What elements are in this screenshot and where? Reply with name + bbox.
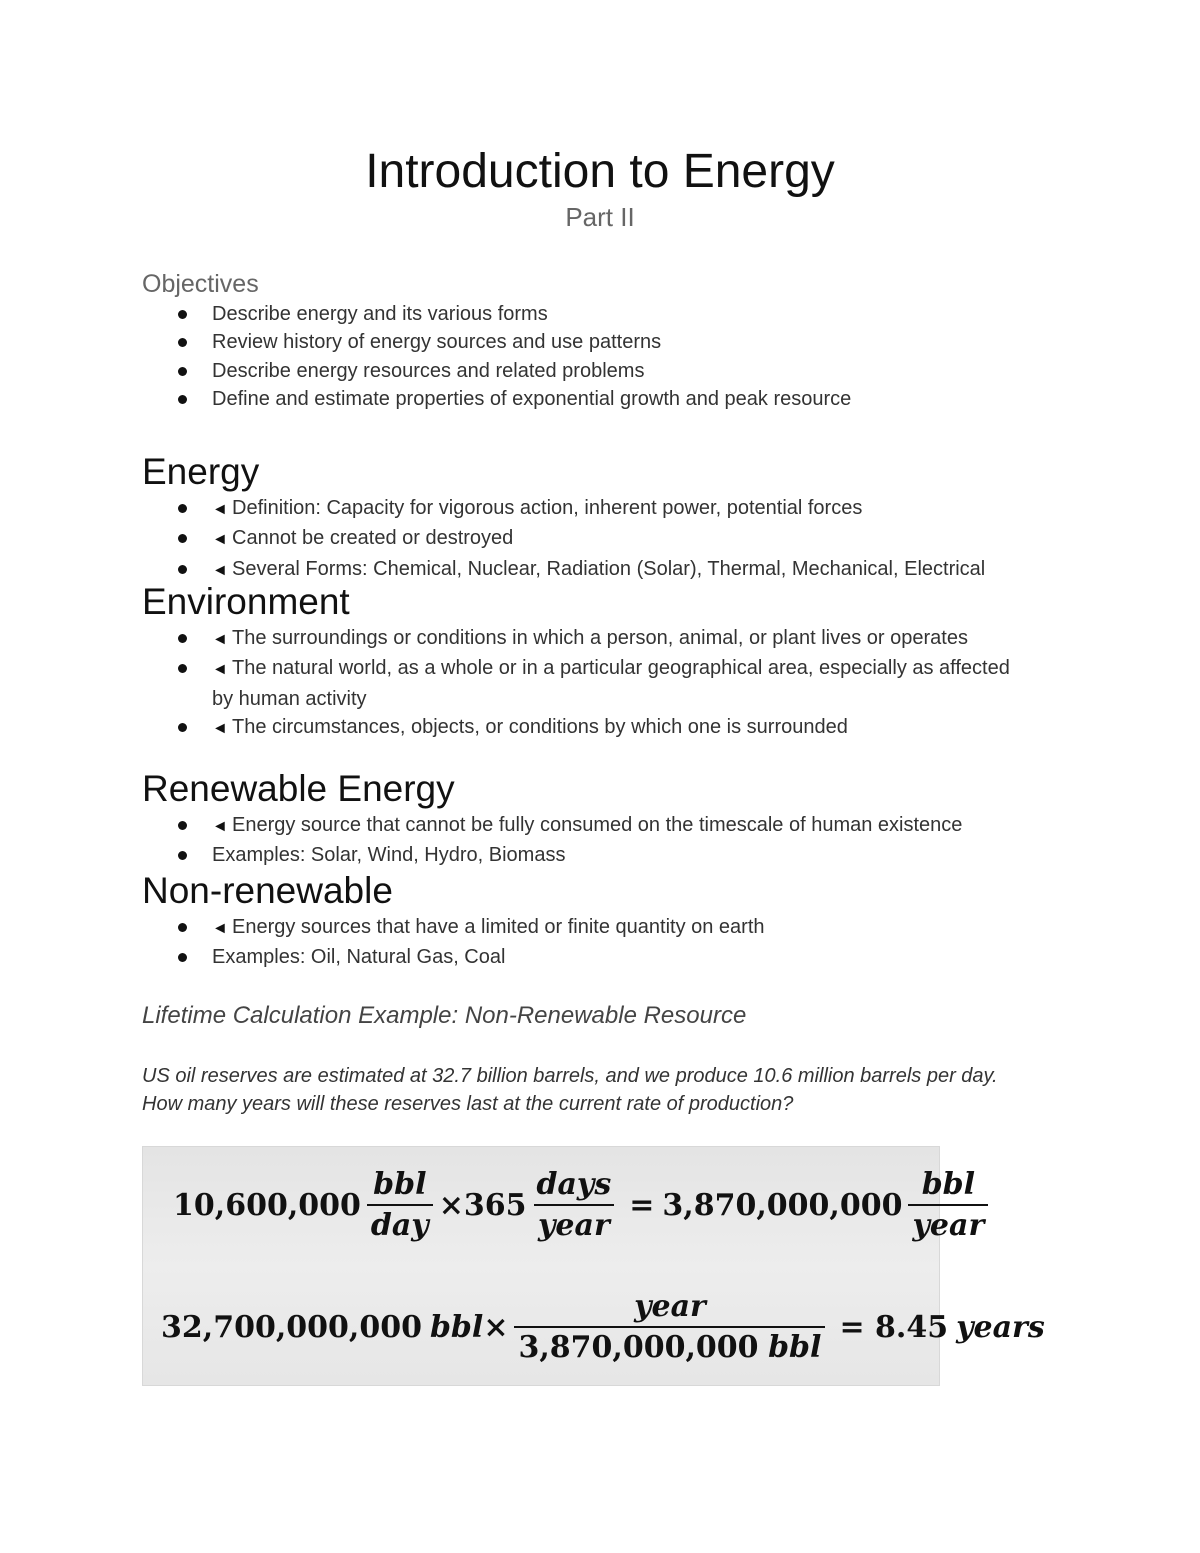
list-item-text: Define and estimate properties of exponential growth and peak resource <box>212 388 852 411</box>
list-item <box>142 357 1092 385</box>
environment-list <box>142 624 1092 744</box>
arrow-glyph-icon: ◄ <box>212 720 226 738</box>
arrow-glyph-icon: ◄ <box>212 818 226 835</box>
bullet-icon <box>178 310 187 319</box>
list-item-text: Several Forms: Chemical, Nuclear, Radiation (Solar), Thermal, Mechanical, Electrical <box>232 557 986 580</box>
list-item-text: Energy sources that have a limited or finite quantity on earth <box>232 916 765 938</box>
eq1-f3-numerator: bbl <box>921 1167 976 1202</box>
arrow-glyph-icon: ◄ <box>212 561 226 579</box>
list-item-text: The circumstances, objects, or conditions by which one is surrounded <box>232 716 848 739</box>
energy-section <box>142 450 1092 585</box>
bullet-icon <box>178 664 187 673</box>
page-title: Introduction to Energy <box>365 145 835 198</box>
eq1-equals: = <box>629 1187 655 1223</box>
bullet-icon <box>178 821 187 830</box>
renewable-heading: Renewable Energy <box>142 768 455 809</box>
list-item <box>142 913 1092 943</box>
eq1-value: 10,600,000 <box>173 1187 361 1223</box>
bullet-icon <box>178 953 187 962</box>
bullet-icon <box>178 395 187 404</box>
list-item <box>142 328 1092 356</box>
calculation-title: Lifetime Calculation Example: Non-Renewable Resource <box>142 1002 747 1029</box>
renewable-section <box>142 767 1092 870</box>
list-item <box>142 811 1092 841</box>
eq2-denominator <box>514 1326 825 1365</box>
eq1-multiplier: ×365 <box>438 1187 527 1223</box>
equation-line-1 <box>173 1167 994 1243</box>
eq2-numerator: year <box>634 1289 706 1324</box>
list-item <box>142 654 1012 713</box>
list-item <box>142 385 1092 413</box>
bullet-icon <box>178 504 187 513</box>
list-item-text: Definition: Capacity for vigorous action, inherent power, potential forces <box>232 497 863 519</box>
energy-heading: Energy <box>142 451 260 492</box>
list-item <box>142 943 1092 971</box>
eq1-f2-numerator: days <box>536 1167 612 1202</box>
bullet-icon <box>178 851 187 860</box>
bullet-icon <box>178 534 187 543</box>
list-item <box>142 624 1092 654</box>
list-item-text: Examples: Oil, Natural Gas, Coal <box>212 946 506 969</box>
list-item-text: Review history of energy sources and use patterns <box>212 331 662 354</box>
list-item-text: Describe energy and its various forms <box>212 303 548 325</box>
energy-list <box>142 494 1092 585</box>
bullet-icon <box>178 565 187 574</box>
list-item <box>142 713 1092 743</box>
equation-line-2 <box>161 1289 1045 1365</box>
list-item-text: Energy source that cannot be fully consumed on the timescale of human existence <box>232 814 963 836</box>
bullet-icon <box>178 723 187 732</box>
arrow-glyph-icon: ◄ <box>212 501 226 518</box>
list-item <box>142 494 1092 524</box>
nonrenewable-heading: Non-renewable <box>142 870 393 911</box>
eq1-fraction-3 <box>908 1167 988 1243</box>
eq2-unit: bbl <box>429 1309 484 1345</box>
equation-image <box>142 1146 1045 1386</box>
eq2-fraction <box>514 1289 825 1365</box>
bullet-icon <box>178 367 187 376</box>
bullet-icon <box>178 338 187 347</box>
eq1-result: 3,870,000,000 <box>662 1187 903 1223</box>
objectives-list <box>142 300 1092 414</box>
eq2-value: 32,700,000,000 <box>161 1309 422 1345</box>
eq2-equals-result: = 8.45 <box>839 1309 949 1345</box>
eq2-result-unit: years <box>956 1309 1045 1345</box>
eq2-multiplier: × <box>483 1309 509 1345</box>
environment-section <box>142 580 1092 744</box>
bullet-icon <box>178 923 187 932</box>
eq2-denominator-unit: bbl <box>768 1330 822 1365</box>
list-item-text: The surroundings or conditions in which a person, animal, or plant lives or operates <box>232 627 968 649</box>
arrow-glyph-icon: ◄ <box>212 661 226 679</box>
objectives-heading: Objectives <box>142 270 259 298</box>
arrow-glyph-icon: ◄ <box>212 531 226 549</box>
eq2-denominator-value: 3,870,000,000 <box>518 1330 759 1365</box>
list-item-text: The natural world, as a whole or in a particular geographical area, especially as affected by human activity <box>212 657 1010 710</box>
list-item-text: Describe energy resources and related problems <box>212 359 645 382</box>
renewable-list <box>142 811 1092 870</box>
bullet-icon <box>178 634 187 643</box>
objectives-section <box>142 268 1092 414</box>
eq1-fraction-2 <box>533 1167 616 1243</box>
list-item-text: Cannot be created or destroyed <box>232 527 514 550</box>
eq1-f3-denominator: year <box>908 1204 988 1243</box>
list-item <box>142 524 1092 554</box>
eq1-f1-numerator: bbl <box>373 1167 427 1202</box>
eq1-f2-denominator: year <box>534 1204 614 1243</box>
arrow-glyph-icon: ◄ <box>212 920 226 937</box>
list-item <box>142 841 1092 869</box>
list-item <box>142 300 1092 328</box>
arrow-glyph-icon: ◄ <box>212 631 226 648</box>
environment-heading: Environment <box>142 581 350 622</box>
nonrenewable-list <box>142 913 1092 972</box>
calculation-question: US oil reserves are estimated at 32.7 billion barrels, and we produce 10.6 million barrels per day. How many years will these reserves last at the current rate of production? <box>142 1065 998 1116</box>
eq1-fraction-1 <box>367 1167 433 1243</box>
nonrenewable-section <box>142 869 1092 972</box>
list-item-text: Examples: Solar, Wind, Hydro, Biomass <box>212 844 566 867</box>
page-subtitle: Part II <box>565 202 635 232</box>
eq1-f1-denominator: day <box>367 1204 433 1243</box>
